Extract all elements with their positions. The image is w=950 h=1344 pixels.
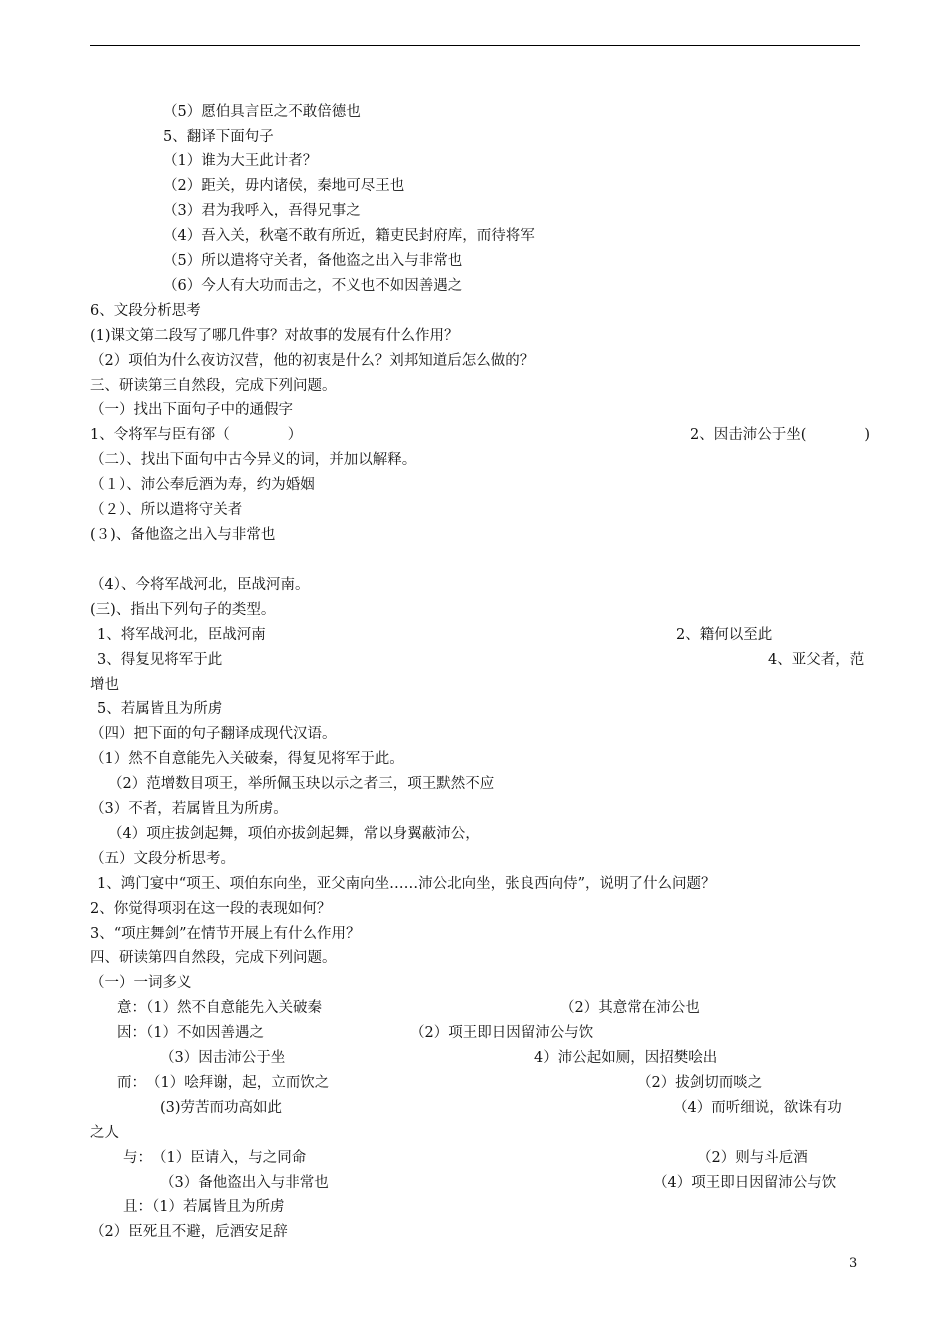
text-line: 而： （1）哙拜谢，起，立而饮之	[117, 1075, 330, 1091]
text-line: 1、鸿门宴中“项王、项伯东向坐，亚父南向坐……沛公北向坐，张良西向侍”，说明了什么问题？	[97, 876, 716, 892]
text-line: （3）君为我呼入，吾得兄事之	[163, 203, 361, 219]
text-line: （5）愿伯具言臣之不敢倍德也	[163, 104, 361, 120]
text-line: 意：（1）然不自意能先入关破秦	[117, 1000, 322, 1016]
text-line: （4）、今将军战河北，臣战河南。	[90, 577, 310, 593]
text-line: 2、籍何以至此	[676, 627, 773, 643]
text-line: 5、翻译下面句子	[163, 129, 274, 145]
text-line: （4）而听细说，欲诛有功	[673, 1100, 842, 1116]
text-line: （2）范增数目项王，举所佩玉玦以示之者三，项王默然不应	[108, 776, 495, 792]
text-line: (三)、指出下列句子的类型。	[90, 602, 276, 618]
text-line: （五）文段分析思考。	[90, 851, 235, 867]
text-line: （2）拔剑切而啖之	[637, 1075, 763, 1091]
text-line: 2、因击沛公于坐( )	[690, 427, 871, 443]
text-line: 与： （1）臣请入，与之同命	[123, 1150, 307, 1166]
text-line: （２）、所以遣将守关者	[90, 502, 243, 518]
text-line: （一）一词多义	[90, 975, 192, 991]
text-line: （4）项王即日因留沛公与饮	[653, 1175, 837, 1191]
text-line: （6）今人有大功而击之，不义也不如因善遇之	[163, 278, 463, 294]
text-line: （2）项伯为什么夜访汉营，他的初衷是什么？刘邦知道后怎么做的？	[90, 353, 535, 369]
text-line: （3）因击沛公于坐	[160, 1050, 286, 1066]
text-line: 1、令将军与臣有郤（ ）	[90, 427, 303, 443]
text-line: 2、你觉得项羽在这一段的表现如何？	[90, 901, 332, 917]
section-heading: 6、文段分析思考	[90, 303, 201, 319]
text-line: 之人	[90, 1125, 119, 1141]
text-line: （4）吾入关，秋毫不敢有所近，籍吏民封府库，而待将军	[163, 228, 535, 244]
text-line: （2）距关，毋内诸侯，秦地可尽王也	[163, 178, 405, 194]
text-line: （四）把下面的句子翻译成现代汉语。	[90, 726, 337, 742]
text-line: 因：（1）不如因善遇之	[117, 1025, 264, 1041]
text-line: （1）然不自意能先入关破秦，得复见将军于此。	[90, 751, 404, 767]
text-line: （3）备他盗出入与非常也	[160, 1175, 329, 1191]
text-line: （5）所以遣将守关者，备他盗之出入与非常也	[163, 253, 463, 269]
text-line: （2）项王即日因留沛公与饮	[410, 1025, 594, 1041]
section-heading: 三、研读第三自然段，完成下列问题。	[90, 378, 337, 394]
header-rule	[90, 45, 860, 46]
text-line: （二）、找出下面句中古今异义的词，并加以解释。	[90, 452, 417, 468]
page-number: 3	[849, 1256, 858, 1271]
text-line: （一）找出下面句子中的通假字	[90, 402, 293, 418]
text-line: 且：（1）若属皆且为所虏	[123, 1199, 285, 1215]
text-line: （2）其意常在沛公也	[560, 1000, 700, 1016]
text-line: （4）项庄拔剑起舞，项伯亦拔剑起舞，常以身翼蔽沛公，	[108, 826, 480, 842]
text-line: （3）不者，若属皆且为所虏。	[90, 801, 288, 817]
text-line: （2）臣死且不避，卮酒安足辞	[90, 1224, 288, 1240]
text-line: 4、亚父者，范	[768, 652, 865, 668]
text-line: （１）、沛公奉卮酒为寿，约为婚姻	[90, 477, 315, 493]
text-line: 4）沛公起如厕，因招樊哙出	[534, 1050, 718, 1066]
text-line: 增也	[90, 677, 119, 693]
text-line: （1）谁为大王此计者？	[163, 153, 318, 169]
text-line: (３)、备他盗之出入与非常也	[90, 527, 276, 543]
text-line: (1)课文第二段写了哪几件事？对故事的发展有什么作用？	[90, 328, 459, 344]
text-line: 3、“项庄舞剑”在情节开展上有什么作用？	[90, 926, 361, 942]
text-line: (3)劳苦而功高如此	[160, 1100, 283, 1116]
text-line: 1、将军战河北，臣战河南	[97, 627, 266, 643]
text-line: （2）则与斗卮酒	[697, 1150, 808, 1166]
text-line: 5、若属皆且为所虏	[97, 701, 223, 717]
text-line: 3、得复见将军于此	[97, 652, 223, 668]
section-heading: 四、研读第四自然段，完成下列问题。	[90, 950, 337, 966]
